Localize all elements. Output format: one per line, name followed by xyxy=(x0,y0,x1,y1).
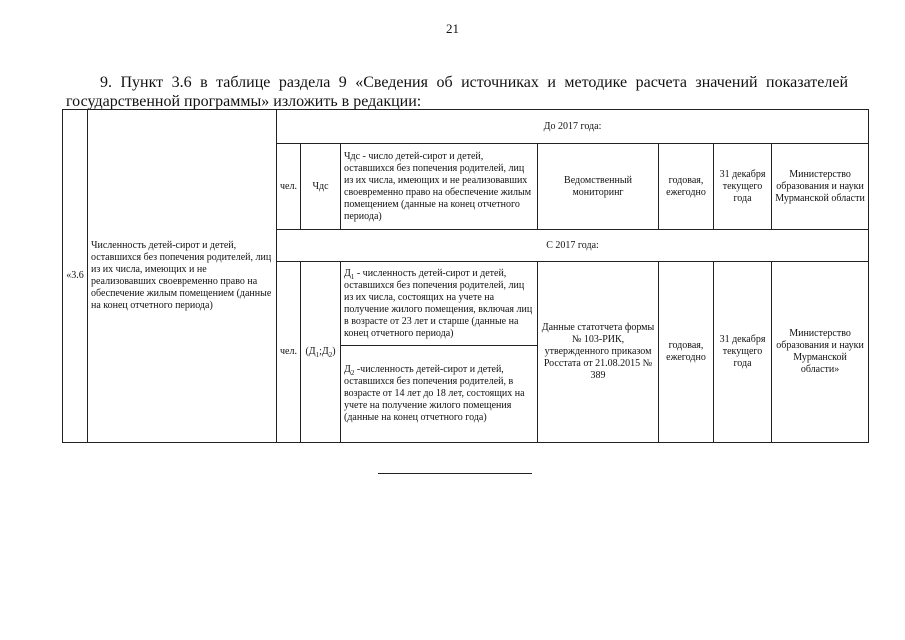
unit-cell: чел. xyxy=(277,144,301,230)
row-number-cell: «3.6 xyxy=(63,110,88,443)
d1-description-cell xyxy=(341,262,538,346)
indicator-name-cell: Численность детей-сирот и детей, оставшихся без попечения родителей, лиц из их числа, имеющих и не реализовавших своевременно право на обеспечение жилым помещением (данные на конец отчетного периода) xyxy=(88,110,277,443)
d2-description-cell xyxy=(341,346,538,443)
d1-subscript: 1 xyxy=(350,272,355,281)
periodicity-cell: годовая, ежегодно xyxy=(659,144,714,230)
amendment-text: 9. Пункт 3.6 в таблице раздела 9 «Сведения об источниках и методике расчета значений показателей государственной программы» изложить в редакции: xyxy=(66,74,848,110)
table-row-heading-before xyxy=(63,110,869,144)
periodicity-cell: годовая, ежегодно xyxy=(659,262,714,443)
symbol-cell: Чдс xyxy=(301,144,341,230)
d2-letter: Д xyxy=(344,364,351,375)
d2-text: -численность детей-сирот и детей, оставшихся без попечения родителей, в возрасте от 14 лет до 18 лет, состоящих на учете на получение жилого помещения (данные на конец отчетного года) xyxy=(344,364,525,423)
section-heading-before-2017: До 2017 года: xyxy=(277,110,869,144)
deadline-cell: 31 декабря текущего года xyxy=(714,262,772,443)
page-number: 21 xyxy=(446,21,459,36)
indicator-table xyxy=(62,109,869,443)
deadline-cell: 31 декабря текущего года xyxy=(714,144,772,230)
d2-subscript: 2 xyxy=(350,369,355,377)
description-cell: Чдс - число детей-сирот и детей, оставшихся без попечения родителей, лиц из их числа, имеющих и не реализовавших своевременно право на обеспечение жилым помещением (данные на конец отчетного периода) xyxy=(341,144,538,230)
source-cell: Ведомственный мониторинг xyxy=(538,144,659,230)
unit-cell: чел. xyxy=(277,262,301,443)
responsible-cell: Министерство образования и науки Мурманской области» xyxy=(772,262,869,443)
d1-letter: Д xyxy=(344,267,351,279)
section-heading-from-2017: С 2017 года: xyxy=(277,230,869,262)
source-cell: Данные статотчета формы № 103-РИК, утвержденного приказом Росстата от 21.08.2015 № 389 xyxy=(538,262,659,443)
end-divider-line xyxy=(378,473,532,474)
symbol-middle: ;Д xyxy=(319,346,329,357)
symbol-cell xyxy=(301,262,341,443)
symbol-subscript-1: 1 xyxy=(315,351,320,359)
symbol-subscript-2: 2 xyxy=(328,351,333,359)
symbol-prefix: (Д xyxy=(305,346,316,357)
responsible-cell: Министерство образования и науки Мурманской области xyxy=(772,144,869,230)
amendment-paragraph xyxy=(66,73,848,111)
d1-text: - численность детей-сирот и детей, оставшихся без попечения родителей, лиц из их числа, состоящих на учете на получение жилого помещения, включая лиц в возрасте от 23 лет и старше (данные на конец отчетного периода) xyxy=(344,267,533,339)
symbol-suffix: ) xyxy=(332,346,336,357)
